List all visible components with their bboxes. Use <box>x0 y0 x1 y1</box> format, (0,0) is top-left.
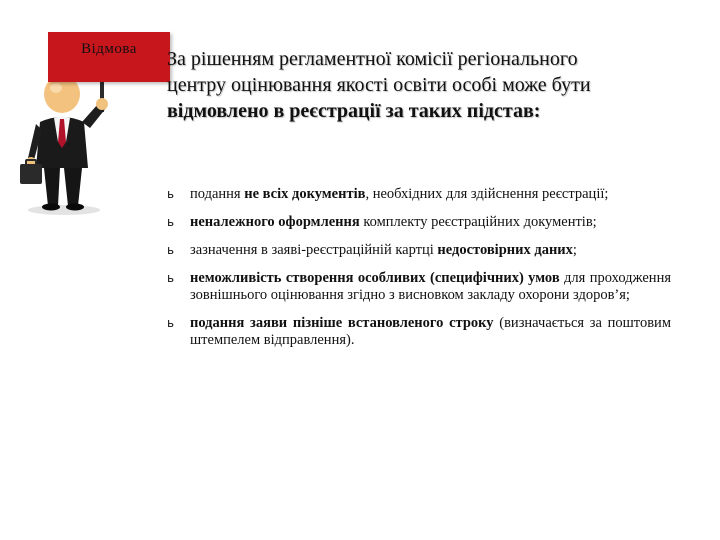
bullet-icon: ь <box>167 215 175 229</box>
reasons-list <box>167 186 671 360</box>
list-item <box>167 270 671 304</box>
item-bold: не всіх документів <box>244 186 366 202</box>
bullet-icon: ь <box>167 271 175 285</box>
item-text: , необхідних для здійснення реєстрації; <box>365 186 609 202</box>
heading-line-1: За рішенням регламентної комісії регіонального <box>167 48 578 70</box>
list-item <box>167 242 671 259</box>
bullet-icon: ь <box>167 316 175 330</box>
item-text: зазначення в заяві-реєстраційній картці <box>190 242 438 258</box>
heading-line-2: центру оцінювання якості освіти особі може бути <box>167 74 591 96</box>
sign-label: Відмова <box>81 41 137 57</box>
heading-tail: за таких підстав: <box>380 100 541 122</box>
item-text: подання <box>190 186 245 202</box>
item-text: ; <box>572 242 577 258</box>
item-text: (визначається за поштовим штемпелем відправлення). <box>190 315 671 348</box>
item-text: комплекту реєстраційних документів; <box>359 214 597 230</box>
businessman-illustration <box>14 18 174 218</box>
list-item <box>167 214 671 231</box>
bullet-icon: ь <box>167 243 175 257</box>
page-heading <box>167 46 687 124</box>
item-bold: неналежного оформлення <box>190 214 360 230</box>
item-text: для проходження зовнішнього оцінювання згідно з висновком закладу охорони здоров’я; <box>190 270 671 303</box>
list-item <box>167 186 671 203</box>
item-bold: неможливість створення особливих (специфічних) умов <box>190 270 560 286</box>
heading-bold: відмовлено в реєстрації <box>167 100 381 122</box>
item-bold: недостовірних даних <box>437 242 573 258</box>
list-item <box>167 315 671 349</box>
bullet-icon: ь <box>167 187 175 201</box>
item-bold: подання заяви пізніше встановленого строку <box>190 315 494 331</box>
refusal-sign <box>48 32 170 82</box>
